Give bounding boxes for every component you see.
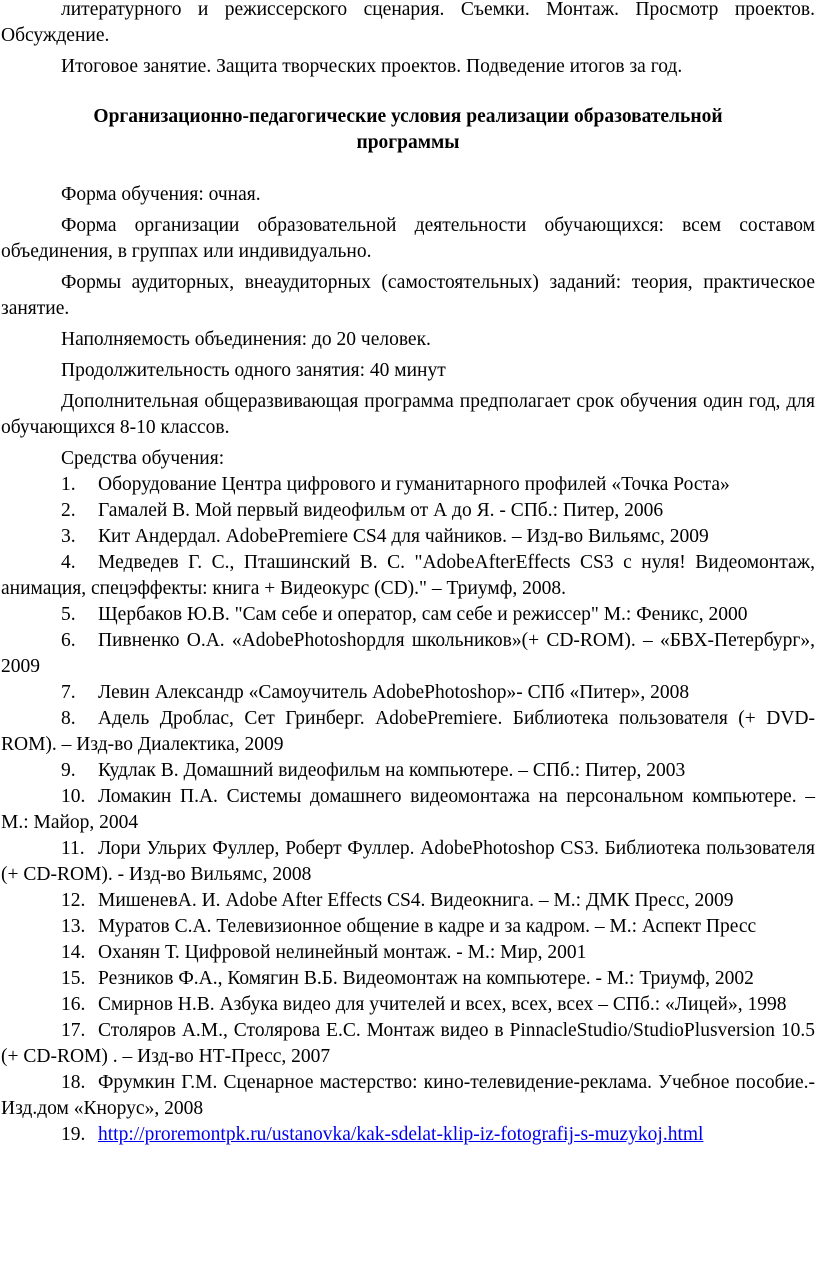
list-text: Щербаков Ю.В. "Сам себе и оператор, сам себе и режиссер" М.: Феникс, 2000 — [98, 604, 748, 625]
list-number: 10. — [61, 786, 86, 807]
list-number: 13. — [61, 916, 86, 937]
list-item — [1, 628, 815, 680]
list-number: 5. — [61, 604, 76, 625]
list-item — [1, 472, 815, 498]
list-number: 16. — [61, 994, 86, 1015]
list-text: Пивненко О.А. «AdobePhotoshopдля школьников»(+ CD-ROM). – «БВХ-Петербург», 2009 — [1, 630, 815, 677]
intro-paragraph: литературного и режиссерского сценария. Съемки. Монтаж. Просмотр проектов. Обсуждение. — [1, 0, 815, 46]
list-item — [1, 992, 815, 1018]
list-item — [1, 1018, 815, 1070]
list-text: Резников Ф.А., Комягин В.Б. Видеомонтаж на компьютере. - М.: Триумф, 2002 — [98, 968, 754, 989]
list-item — [1, 602, 815, 628]
list-number: 3. — [61, 526, 76, 547]
body-paragraph: Продолжительность одного занятия: 40 минут — [61, 360, 446, 381]
list-item — [1, 888, 815, 914]
list-number: 19. — [61, 1124, 86, 1145]
list-text: Оборудование Центра цифрового и гуманитарного профилей «Точка Роста» — [98, 474, 730, 495]
list-number: 12. — [61, 890, 86, 911]
list-item — [1, 784, 815, 836]
list-text: Медведев Г. С., Пташинский В. С. "AdobeAfterEffects CS3 с нуля! Видеомонтаж, анимация, спецэффекты: книга + Видеокурс (CD)." – Триумф, 2008. — [1, 552, 815, 599]
list-number: 1. — [61, 474, 76, 495]
list-number: 15. — [61, 968, 86, 989]
section-heading: Организационно-педагогические условия реализации образовательной программы — [93, 106, 723, 153]
body-paragraph: Форма обучения: очная. — [61, 184, 261, 205]
body-paragraph: Средства обучения: — [61, 448, 225, 469]
list-number: 6. — [61, 630, 76, 651]
list-text: Кит Андердал. AdobePremiere CS4 для чайников. – Изд-во Вильямс, 2009 — [98, 526, 709, 547]
list-text: Столяров А.М., Столярова Е.С. Монтаж видео в PinnacleStudio/StudioPlusversion 10.5 (+ CD-ROM) . – Изд-во НТ-Пресс, 2007 — [1, 1020, 815, 1067]
list-text: Гамалей В. Мой первый видеофильм от А до Я. - СПб.: Питер, 2006 — [98, 500, 664, 521]
list-text: Оханян Т. Цифровой нелинейный монтаж. - М.: Мир, 2001 — [98, 942, 587, 963]
list-item — [1, 758, 815, 784]
list-item — [1, 966, 815, 992]
list-text: Кудлак В. Домашний видеофильм на компьютере. – СПб.: Питер, 2003 — [98, 760, 686, 781]
reference-list — [1, 472, 815, 1122]
list-item — [1, 706, 815, 758]
body-paragraph: Формы аудиторных, внеаудиторных (самостоятельных) заданий: теория, практическое занятие. — [1, 272, 815, 319]
list-text: Смирнов Н.В. Азбука видео для учителей и всех, всех, всех – СПб.: «Лицей», 1998 — [98, 994, 787, 1015]
list-text: Фрумкин Г.М. Сценарное мастерство: кино-телевидение-реклама. Учебное пособие.- Изд.дом «Кнорус», 2008 — [1, 1072, 815, 1119]
list-number: 4. — [61, 552, 76, 573]
list-item — [1, 498, 815, 524]
list-text: Левин Александр «Самоучитель AdobePhotoshop»- СПб «Питер», 2008 — [98, 682, 690, 703]
list-text: Лори Ульрих Фуллер, Роберт Фуллер. AdobePhotoshop CS3. Библиотека пользователя (+ CD-ROM). - Изд-во Вильямс, 2008 — [1, 838, 815, 885]
list-number: 9. — [61, 760, 76, 781]
body-paragraph: Дополнительная общеразвивающая программа предполагает срок обучения один год, для обучающихся 8-10 классов. — [1, 391, 815, 438]
list-item — [1, 940, 815, 966]
list-text: МишеневА. И. Adobe After Effects CS4. Видеокнига. – М.: ДМК Пресс, 2009 — [98, 890, 734, 911]
list-item — [1, 524, 815, 550]
list-item — [1, 680, 815, 706]
list-number: 8. — [61, 708, 76, 729]
reference-link[interactable]: http://proremontpk.ru/ustanovka/kak-sdelat-klip-iz-fotografij-s-muzykoj.html — [98, 1124, 704, 1145]
body-paragraph: Форма организации образовательной деятельности обучающихся: всем составом объединения, в группах или индивидуально. — [1, 215, 815, 262]
list-number: 14. — [61, 942, 86, 963]
list-number: 2. — [61, 500, 76, 521]
list-text: Муратов С.А. Телевизионное общение в кадре и за кадром. – М.: Аспект Пресс — [98, 916, 757, 937]
list-item — [1, 1070, 815, 1122]
list-item — [1, 914, 815, 940]
intro-paragraph: Итоговое занятие. Защита творческих проектов. Подведение итогов за год. — [61, 56, 683, 77]
list-text: Адель Дроблас, Сет Гринберг. AdobePremiere. Библиотека пользователя (+ DVD-ROM). – Изд-во Диалектика, 2009 — [1, 708, 815, 755]
list-item — [1, 1122, 815, 1148]
body-paragraph: Наполняемость объединения: до 20 человек. — [61, 329, 431, 350]
list-number: 17. — [61, 1020, 86, 1041]
list-number: 7. — [61, 682, 76, 703]
list-text: Ломакин П.А. Системы домашнего видеомонтажа на персональном компьютере. – М.: Майор, 2004 — [1, 786, 815, 833]
list-item — [1, 836, 815, 888]
list-number: 18. — [61, 1072, 86, 1093]
list-item — [1, 550, 815, 602]
list-number: 11. — [61, 838, 85, 859]
